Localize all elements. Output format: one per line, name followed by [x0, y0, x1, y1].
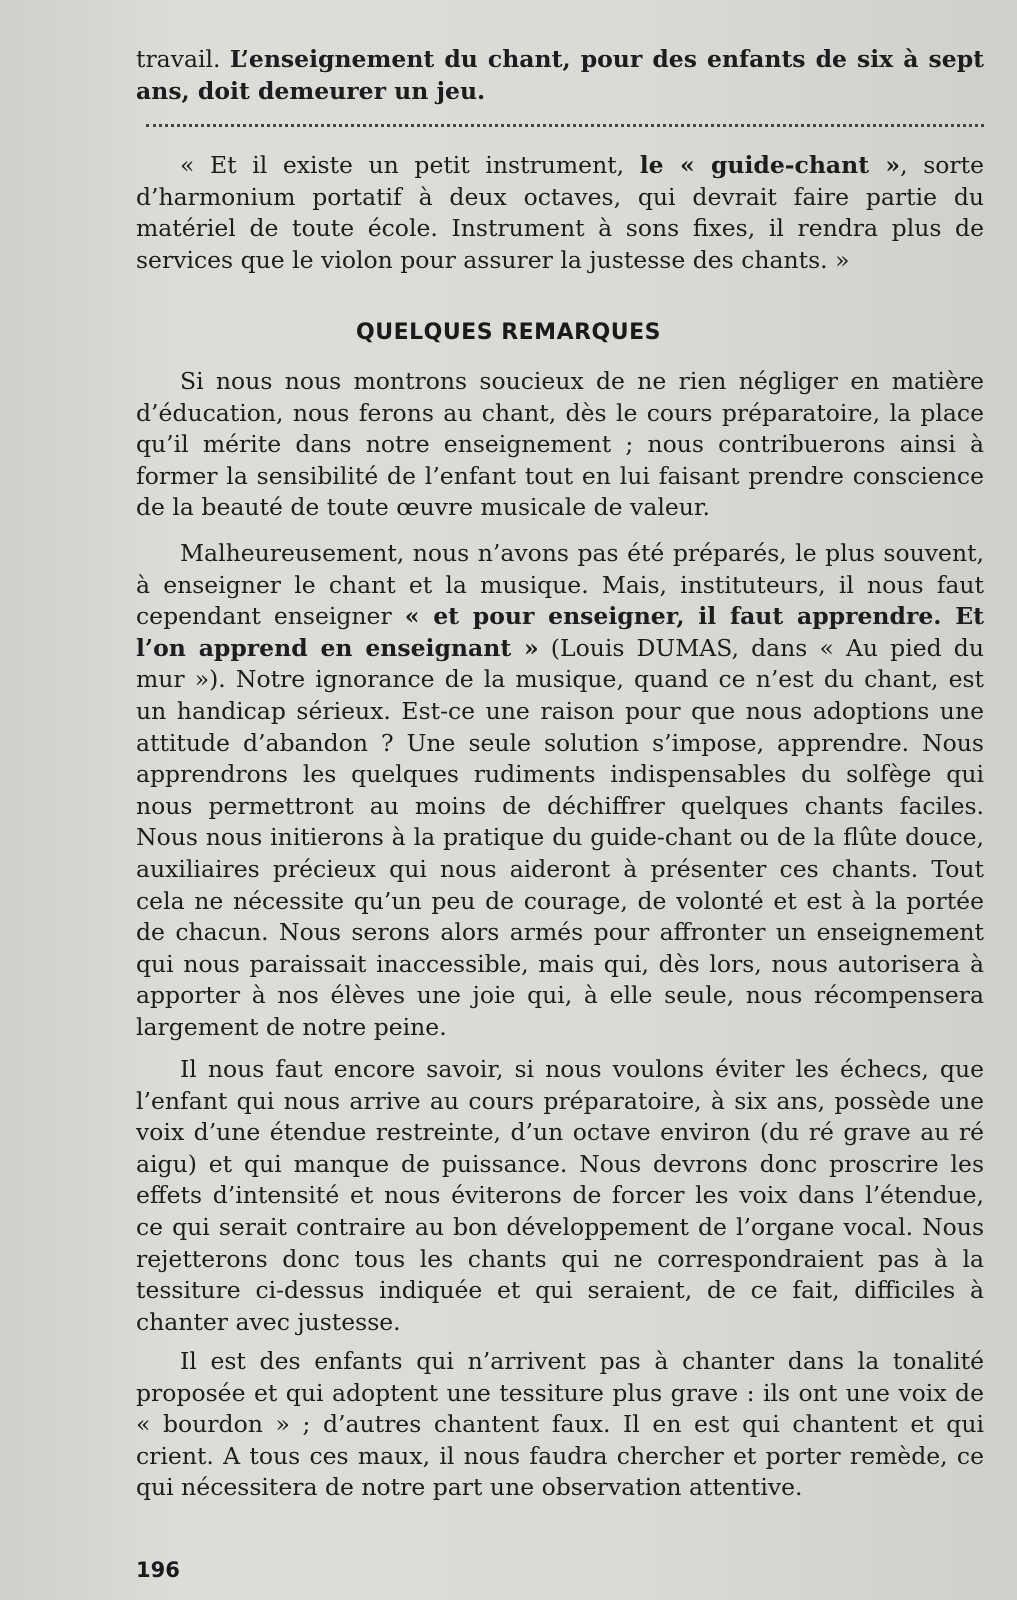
top-paragraph-bold: L’enseignement du chant, pour des enfants de six à sept ans, doit demeurer un jeu. [136, 45, 985, 105]
paragraph-4-text: Il est des enfants qui n’arrivent pas à chanter dans la tonalité proposée et qui adoptent une tessiture plus grave : ils ont une voix de « bourdon » ; d’autres chantent faux. Il en est qui chantent et qui crient. A tous ces maux, il nous faudra chercher et porter remède, ce qui nécessitera de notre part une observation attentive. [136, 1347, 984, 1502]
top-paragraph [136, 44, 984, 107]
paragraph-2-bold: « et pour enseigner, il faut apprendre. Et l’on apprend en enseignant » [136, 602, 985, 662]
paragraph-2 [136, 538, 984, 1044]
quote-part-2: , sorte d’harmonium portatif à deux octaves, qui devrait faire partie du matériel de toute école. Instrument à sons fixes, il rendra plus de services que le violon pour assurer la justesse des chants. » [136, 151, 984, 274]
paragraph-4 [136, 1346, 984, 1504]
top-paragraph-text [136, 44, 984, 107]
ellipsis-separator [146, 124, 984, 127]
paragraph-1-text: Si nous nous montrons soucieux de ne rien négliger en matière d’éducation, nous ferons au chant, dès le cours préparatoire, la place qu’il mérite dans notre enseignement ; nous contribuerons ainsi à former la sensibilité de l’enfant tout en lui faisant prendre conscience de la beauté de toute œuvre musicale de valeur. [136, 367, 984, 522]
paragraph-3-text: Il nous faut encore savoir, si nous voulons éviter les échecs, que l’enfant qui nous arrive au cours préparatoire, à six ans, possède une voix d’une étendue restreinte, d’un octave environ (du ré grave au ré aigu) et qui manque de puissance. Nous devrons donc proscrire les effets d’intensité et nous éviterons de forcer les voix dans l’étendue, ce qui serait contraire au bon développement de l’organe vocal. Nous rejetterons donc tous les chants qui ne correspondraient pas à la tessiture ci-dessus indiquée et qui seraient, de ce fait, difficiles à chanter avec justesse. [136, 1055, 984, 1336]
quote-bold: le « guide-chant » [639, 151, 901, 179]
paragraph-2-part-1: Malheureusement, nous n’avons pas été préparés, le plus souvent, à enseigner le chant et la musique. Mais, instituteurs, il nous faut cependant enseigner [136, 539, 984, 631]
quote-paragraph [136, 150, 984, 276]
paragraph-2-text [136, 538, 984, 1044]
quote-paragraph-text [136, 150, 984, 276]
paragraph-2-part-2: (Louis DUMAS, dans « Au pied du mur »). Notre ignorance de la musique, quand ce n’est du chant, est un handicap sérieux. Est-ce une raison pour que nous adoptions une attitude d’abandon ? Une seule solution s’impose, apprendre. Nous apprendrons les quelques rudiments indispensables du solfège qui nous permettront au moins de déchiffrer quelques chants faciles. Nous nous initierons à la pratique du guide-chant ou de la flûte douce, auxiliaires précieux qui nous aideront à présenter ces chants. Tout cela ne nécessite qu’un peu de courage, de volonté et est à la portée de chacun. Nous serons alors armés pour affronter un enseignement qui nous paraissait inaccessible, mais qui, dès lors, nous autorisera à apporter à nos élèves une joie qui, à elle seule, nous récompensera largement de notre peine. [136, 633, 984, 1041]
section-heading: QUELQUES REMARQUES [356, 320, 661, 345]
page-number: 196 [136, 1558, 180, 1582]
paragraph-3 [136, 1054, 984, 1338]
top-paragraph-normal: travail. [136, 45, 230, 73]
paragraph-1 [136, 366, 984, 524]
quote-part-1: « Et il existe un petit instrument, [180, 151, 640, 179]
